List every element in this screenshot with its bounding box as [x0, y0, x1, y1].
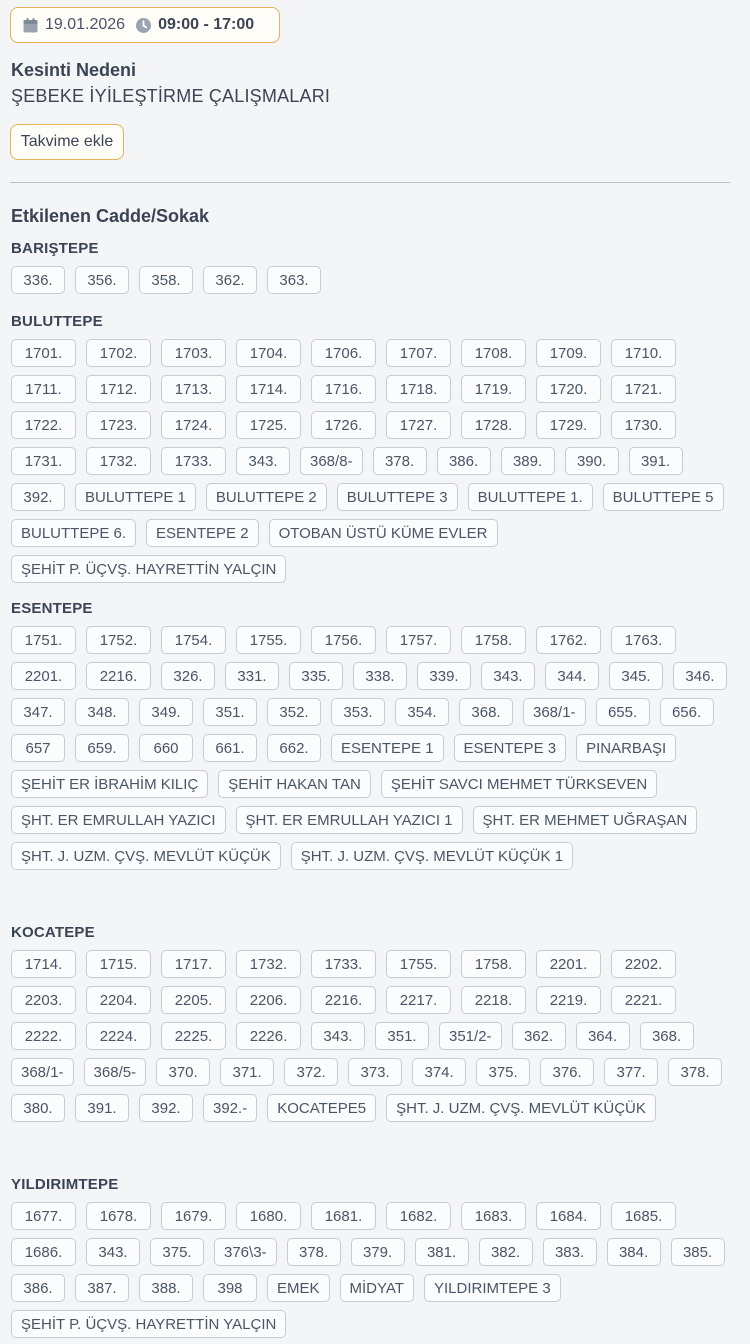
street-chip[interactable]: 1678.	[86, 1202, 151, 1230]
street-chip[interactable]: MİDYAT	[340, 1274, 414, 1302]
street-chip[interactable]: 382.	[479, 1238, 533, 1266]
street-chip[interactable]: 374.	[412, 1058, 466, 1086]
street-chip[interactable]: 1713.	[161, 375, 226, 403]
street-chip[interactable]: 1704.	[236, 339, 301, 367]
street-chip[interactable]: 2218.	[461, 986, 526, 1014]
street-chip[interactable]: 343.	[236, 447, 290, 475]
street-chip[interactable]: 1710.	[611, 339, 676, 367]
street-chip[interactable]: ŞEHİT P. ÜÇVŞ. HAYRETTİN YALÇIN	[11, 1310, 286, 1338]
street-chip[interactable]: BULUTTEPE 6.	[11, 519, 136, 547]
street-chip[interactable]: 1711.	[11, 375, 76, 403]
street-chip[interactable]: BULUTTEPE 1.	[468, 483, 593, 511]
street-chip[interactable]: 657	[11, 734, 65, 762]
street-chip[interactable]: 392.	[11, 483, 65, 511]
street-chip[interactable]: 1721.	[611, 375, 676, 403]
street-chip[interactable]: 2202.	[611, 950, 676, 978]
street-chip[interactable]: 380.	[11, 1094, 65, 1122]
street-chip[interactable]: 1718.	[386, 375, 451, 403]
street-chip[interactable]: 378.	[668, 1058, 722, 1086]
street-chip[interactable]: 390.	[565, 447, 619, 475]
street-chip[interactable]: 351.	[375, 1022, 429, 1050]
add-to-calendar-button[interactable]: Takvime ekle	[10, 124, 124, 160]
street-chip[interactable]: 356.	[75, 266, 129, 294]
street-chip[interactable]: 1729.	[536, 411, 601, 439]
street-chip[interactable]: 2224.	[86, 1022, 151, 1050]
street-chip[interactable]: 348.	[75, 698, 129, 726]
street-chip[interactable]: 377.	[604, 1058, 658, 1086]
street-chip[interactable]: 345.	[609, 662, 663, 690]
neighborhood-title: KOCATEPE	[11, 924, 95, 941]
street-chip[interactable]: 2201.	[536, 950, 601, 978]
street-chip[interactable]: 1733.	[161, 447, 226, 475]
street-chip[interactable]: 1720.	[536, 375, 601, 403]
street-chip-list	[11, 950, 731, 1122]
street-chip[interactable]: 1702.	[86, 339, 151, 367]
neighborhood-title: ESENTEPE	[11, 600, 93, 617]
street-chip[interactable]: 1716.	[311, 375, 376, 403]
street-chip[interactable]: 1717.	[161, 950, 226, 978]
street-chip[interactable]: 1686.	[11, 1238, 76, 1266]
street-chip[interactable]: KOCATEPE5	[267, 1094, 376, 1122]
street-chip[interactable]: 2226.	[236, 1022, 301, 1050]
street-chip[interactable]: ŞHT. J. UZM. ÇVŞ. MEVLÜT KÜÇÜK	[11, 842, 281, 870]
street-chip[interactable]: 659.	[75, 734, 129, 762]
street-chip[interactable]: 1755.	[236, 626, 301, 654]
street-chip[interactable]: 349.	[139, 698, 193, 726]
street-chip[interactable]: 2201.	[11, 662, 76, 690]
street-chip[interactable]: 343.	[311, 1022, 365, 1050]
street-chip[interactable]: ŞHT. ER EMRULLAH YAZICI	[11, 806, 226, 834]
street-chip[interactable]: ŞHT. J. UZM. ÇVŞ. MEVLÜT KÜÇÜK 1	[291, 842, 573, 870]
street-chip[interactable]: 1714.	[236, 375, 301, 403]
street-chip[interactable]: 364.	[576, 1022, 630, 1050]
street-chip[interactable]: 1719.	[461, 375, 526, 403]
reason-title: Kesinti Nedeni	[11, 60, 137, 80]
street-chip[interactable]: 351.	[203, 698, 257, 726]
street-chip[interactable]: 1758.	[461, 626, 526, 654]
street-chip[interactable]: 344.	[545, 662, 599, 690]
street-chip[interactable]: 362.	[203, 266, 257, 294]
street-chip[interactable]: 656.	[660, 698, 714, 726]
street-chip[interactable]: 387.	[75, 1274, 129, 1302]
street-chip[interactable]: 1722.	[11, 411, 76, 439]
street-chip[interactable]: 2205.	[161, 986, 226, 1014]
street-chip-list	[11, 1202, 731, 1338]
street-chip[interactable]: 378.	[373, 447, 427, 475]
street-chip[interactable]: 368.	[640, 1022, 694, 1050]
street-chip[interactable]: 1731.	[11, 447, 76, 475]
street-chip[interactable]: 388.	[139, 1274, 193, 1302]
street-chip[interactable]: 386.	[437, 447, 491, 475]
street-chip[interactable]: 1685.	[611, 1202, 676, 1230]
street-chip[interactable]: 371.	[220, 1058, 274, 1086]
street-chip[interactable]: PINARBAŞI	[576, 734, 676, 762]
street-chip[interactable]: YILDIRIMTEPE 3	[424, 1274, 561, 1302]
street-chip[interactable]: ŞEHİT HAKAN TAN	[218, 770, 371, 798]
outage-date: 19.01.2026	[45, 16, 126, 33]
street-chip[interactable]: 368/5-	[84, 1058, 147, 1086]
street-chip[interactable]: ŞHT. ER EMRULLAH YAZICI 1	[236, 806, 463, 834]
street-chip[interactable]: 2216.	[311, 986, 376, 1014]
street-chip[interactable]: 362.	[512, 1022, 566, 1050]
street-chip[interactable]: 375.	[476, 1058, 530, 1086]
street-chip[interactable]: 1682.	[386, 1202, 451, 1230]
street-chip[interactable]: 1715.	[86, 950, 151, 978]
street-chip[interactable]: 1730.	[611, 411, 676, 439]
street-chip[interactable]: 1680.	[236, 1202, 301, 1230]
street-chip[interactable]: 376.	[540, 1058, 594, 1086]
street-chip[interactable]: 370.	[156, 1058, 210, 1086]
street-chip[interactable]: BULUTTEPE 5	[603, 483, 724, 511]
street-chip[interactable]: 1725.	[236, 411, 301, 439]
street-chip[interactable]: 384.	[607, 1238, 661, 1266]
street-chip[interactable]: 347.	[11, 698, 65, 726]
street-chip[interactable]: 660	[139, 734, 193, 762]
street-chip[interactable]: 1708.	[461, 339, 526, 367]
street-chip[interactable]: 358.	[139, 266, 193, 294]
street-chip[interactable]: 1714.	[11, 950, 76, 978]
street-chip[interactable]: 375.	[150, 1238, 204, 1266]
street-chip[interactable]: 335.	[289, 662, 343, 690]
street-chip[interactable]: 389.	[501, 447, 555, 475]
street-chip[interactable]: 326.	[161, 662, 215, 690]
street-chip[interactable]: 372.	[284, 1058, 338, 1086]
street-chip[interactable]: BULUTTEPE 3	[337, 483, 458, 511]
street-chip-list	[11, 266, 731, 294]
street-chip[interactable]: ESENTEPE 3	[454, 734, 567, 762]
street-chip[interactable]: 381.	[415, 1238, 469, 1266]
street-chip[interactable]: 2222.	[11, 1022, 76, 1050]
street-chip[interactable]: BULUTTEPE 2	[206, 483, 327, 511]
street-chip[interactable]: 351/2-	[439, 1022, 502, 1050]
street-chip[interactable]: 1755.	[386, 950, 451, 978]
street-chip[interactable]: 1727.	[386, 411, 451, 439]
street-chip[interactable]: 373.	[348, 1058, 402, 1086]
street-chip[interactable]: 1752.	[86, 626, 151, 654]
street-chip[interactable]: 339.	[417, 662, 471, 690]
street-chip[interactable]: 1751.	[11, 626, 76, 654]
street-chip[interactable]: 1683.	[461, 1202, 526, 1230]
street-chip[interactable]: 1757.	[386, 626, 451, 654]
street-chip[interactable]: 1712.	[86, 375, 151, 403]
street-chip[interactable]: 1756.	[311, 626, 376, 654]
street-chip[interactable]: 352.	[267, 698, 321, 726]
street-chip[interactable]: 385.	[671, 1238, 725, 1266]
street-chip[interactable]: 368.	[459, 698, 513, 726]
street-chip[interactable]: 379.	[351, 1238, 405, 1266]
street-chip[interactable]: 353.	[331, 698, 385, 726]
street-chip[interactable]: 1732.	[236, 950, 301, 978]
street-chip[interactable]: 343.	[86, 1238, 140, 1266]
reason-value: ŞEBEKE İYİLEŞTİRME ÇALIŞMALARI	[11, 86, 331, 106]
neighborhood-title: BULUTTEPE	[11, 313, 103, 330]
street-chip[interactable]: 661.	[203, 734, 257, 762]
street-chip[interactable]: 368/1-	[523, 698, 586, 726]
street-chip[interactable]: 2204.	[86, 986, 151, 1014]
street-chip[interactable]: 336.	[11, 266, 65, 294]
street-chip[interactable]: 354.	[395, 698, 449, 726]
street-chip[interactable]: ESENTEPE 2	[146, 519, 259, 547]
street-chip[interactable]: 343.	[481, 662, 535, 690]
street-chip[interactable]: 1723.	[86, 411, 151, 439]
street-chip[interactable]: 363.	[267, 266, 321, 294]
street-chip[interactable]: EMEK	[267, 1274, 330, 1302]
street-chip-list	[11, 339, 731, 583]
street-chip[interactable]: 1726.	[311, 411, 376, 439]
street-chip[interactable]: OTOBAN ÜSTÜ KÜME EVLER	[269, 519, 498, 547]
street-chip[interactable]: 2206.	[236, 986, 301, 1014]
street-chip[interactable]: 386.	[11, 1274, 65, 1302]
street-chip[interactable]: 368/8-	[300, 447, 363, 475]
street-chip[interactable]: 2219.	[536, 986, 601, 1014]
street-chip[interactable]: 1728.	[461, 411, 526, 439]
street-chip[interactable]: 1758.	[461, 950, 526, 978]
street-chip[interactable]: 2203.	[11, 986, 76, 1014]
street-chip[interactable]: 655.	[596, 698, 650, 726]
street-chip[interactable]: 376\3-	[214, 1238, 277, 1266]
street-chip[interactable]: 1703.	[161, 339, 226, 367]
street-chip[interactable]: 1763.	[611, 626, 676, 654]
street-chip[interactable]: 391.	[629, 447, 683, 475]
street-chip[interactable]: 1754.	[161, 626, 226, 654]
street-chip[interactable]: 1681.	[311, 1202, 376, 1230]
street-chip[interactable]: 1706.	[311, 339, 376, 367]
street-chip[interactable]: BULUTTEPE 1	[75, 483, 196, 511]
street-chip[interactable]: ESENTEPE 1	[331, 734, 444, 762]
street-chip[interactable]: 368/1-	[11, 1058, 74, 1086]
street-chip[interactable]: 383.	[543, 1238, 597, 1266]
street-chip[interactable]: 2221.	[611, 986, 676, 1014]
street-chip[interactable]: 1701.	[11, 339, 76, 367]
street-chip[interactable]: ŞHT. ER MEHMET UĞRAŞAN	[473, 806, 698, 834]
street-chip[interactable]: 1709.	[536, 339, 601, 367]
street-chip-list	[11, 626, 731, 870]
street-chip[interactable]: ŞHT. J. UZM. ÇVŞ. MEVLÜT KÜÇÜK	[386, 1094, 656, 1122]
street-chip[interactable]: 1677.	[11, 1202, 76, 1230]
street-chip[interactable]: 331.	[225, 662, 279, 690]
street-chip[interactable]: 1733.	[311, 950, 376, 978]
street-chip[interactable]: 338.	[353, 662, 407, 690]
street-chip[interactable]: 391.	[75, 1094, 129, 1122]
outage-datetime-badge	[10, 7, 280, 43]
street-chip[interactable]: ŞEHİT P. ÜÇVŞ. HAYRETTİN YALÇIN	[11, 555, 286, 583]
street-chip[interactable]: 1684.	[536, 1202, 601, 1230]
clock-icon	[135, 17, 152, 34]
affected-streets-title: Etkilenen Cadde/Sokak	[11, 206, 210, 226]
street-chip[interactable]: 2216.	[86, 662, 151, 690]
street-chip[interactable]: 1732.	[86, 447, 151, 475]
neighborhood-title: BARIŞTEPE	[11, 240, 99, 257]
street-chip[interactable]: 1679.	[161, 1202, 226, 1230]
section-divider	[10, 182, 730, 183]
street-chip[interactable]: ŞEHİT ER İBRAHİM KILIÇ	[11, 770, 208, 798]
street-chip[interactable]: 392.	[139, 1094, 193, 1122]
street-chip[interactable]: 346.	[673, 662, 727, 690]
street-chip[interactable]: 378.	[287, 1238, 341, 1266]
street-chip[interactable]: 662.	[267, 734, 321, 762]
street-chip[interactable]: 2225.	[161, 1022, 226, 1050]
outage-time: 09:00 - 17:00	[158, 16, 255, 33]
street-chip[interactable]: 1707.	[386, 339, 451, 367]
street-chip[interactable]: 2217.	[386, 986, 451, 1014]
street-chip[interactable]: 1724.	[161, 411, 226, 439]
street-chip[interactable]: 1762.	[536, 626, 601, 654]
calendar-icon	[22, 17, 39, 34]
street-chip[interactable]: 392.-	[203, 1094, 257, 1122]
street-chip[interactable]: 398	[203, 1274, 257, 1302]
street-chip[interactable]: ŞEHİT SAVCI MEHMET TÜRKSEVEN	[381, 770, 657, 798]
neighborhood-title: YILDIRIMTEPE	[11, 1176, 119, 1193]
